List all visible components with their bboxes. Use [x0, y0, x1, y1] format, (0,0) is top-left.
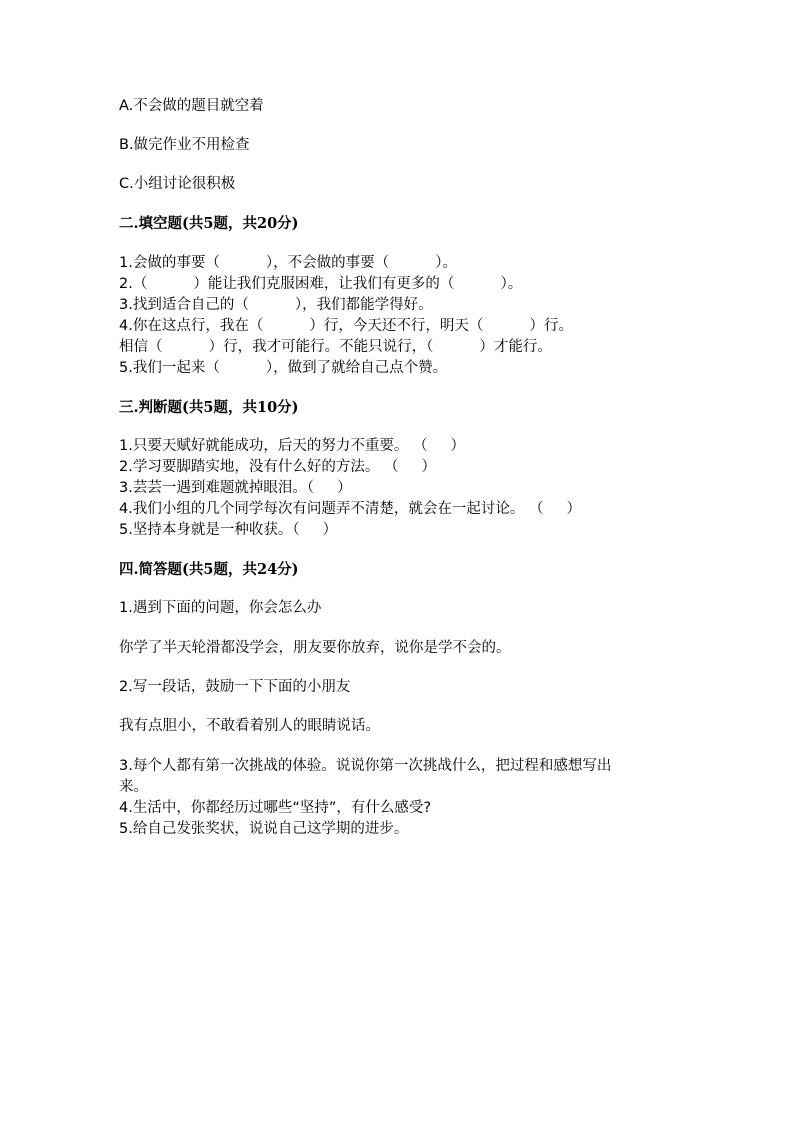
option-b: B.做完作业不用检查: [119, 137, 250, 153]
true-false-question: 2.学习要脚踏实地，没有什么好的方法。 （ ）: [119, 459, 436, 475]
short-answer-question: 2.写一段话，鼓励一下下面的小朋友: [119, 679, 351, 695]
section-heading-true-false: 三.判断题(共5题，共10分): [119, 399, 299, 416]
section-heading-fill-blank: 二.填空题(共5题，共20分): [119, 215, 299, 232]
fill-blank-question: 1.会做的事要（ ），不会做的事要（ ）。: [119, 255, 458, 271]
true-false-question: 4.我们小组的几个同学每次有问题弄不清楚，就会在一起讨论。 （ ）: [119, 501, 581, 517]
short-answer-question-continued: 来。: [119, 779, 148, 795]
option-c: C.小组讨论很积极: [119, 176, 236, 192]
short-answer-scenario: 我有点胆小，不敢看着别人的眼睛说话。: [119, 718, 380, 734]
true-false-question: 1.只要天赋好就能成功，后天的努力不重要。 （ ）: [119, 438, 465, 454]
fill-blank-question: 4.你在这点行，我在（ ）行，今天还不行，明天（ ）行。: [119, 318, 574, 334]
option-a: A.不会做的题目就空着: [119, 98, 264, 114]
short-answer-scenario: 你学了半天轮滑都没学会，朋友要你放弃，说你是学不会的。: [119, 640, 511, 656]
fill-blank-question: 5.我们一起来（ ），做到了就给自己点个赞。: [119, 360, 448, 376]
section-heading-short-answer: 四.简答题(共5题，共24分): [119, 561, 299, 578]
fill-blank-question-continued: 相信（ ）行，我才可能行。不能只说行，（ ）才能行。: [119, 339, 552, 355]
short-answer-question: 3.每个人都有第一次挑战的体验。说说你第一次挑战什么，把过程和感想写出: [119, 758, 612, 774]
true-false-question: 5.坚持本身就是一种收获。（ ）: [119, 522, 338, 538]
short-answer-question: 5.给自己发张奖状，说说自己这学期的进步。: [119, 821, 409, 837]
short-answer-question: 4.生活中，你都经历过哪些“坚持”，有什么感受?: [119, 800, 432, 816]
fill-blank-question: 2.（ ）能让我们克服困难，让我们有更多的（ ）。: [119, 276, 523, 292]
short-answer-question: 1.遇到下面的问题，你会怎么办: [119, 600, 322, 616]
true-false-question: 3.芸芸一遇到难题就掉眼泪。（ ）: [119, 480, 352, 496]
fill-blank-question: 3.找到适合自己的（ ），我们都能学得好。: [119, 297, 433, 313]
